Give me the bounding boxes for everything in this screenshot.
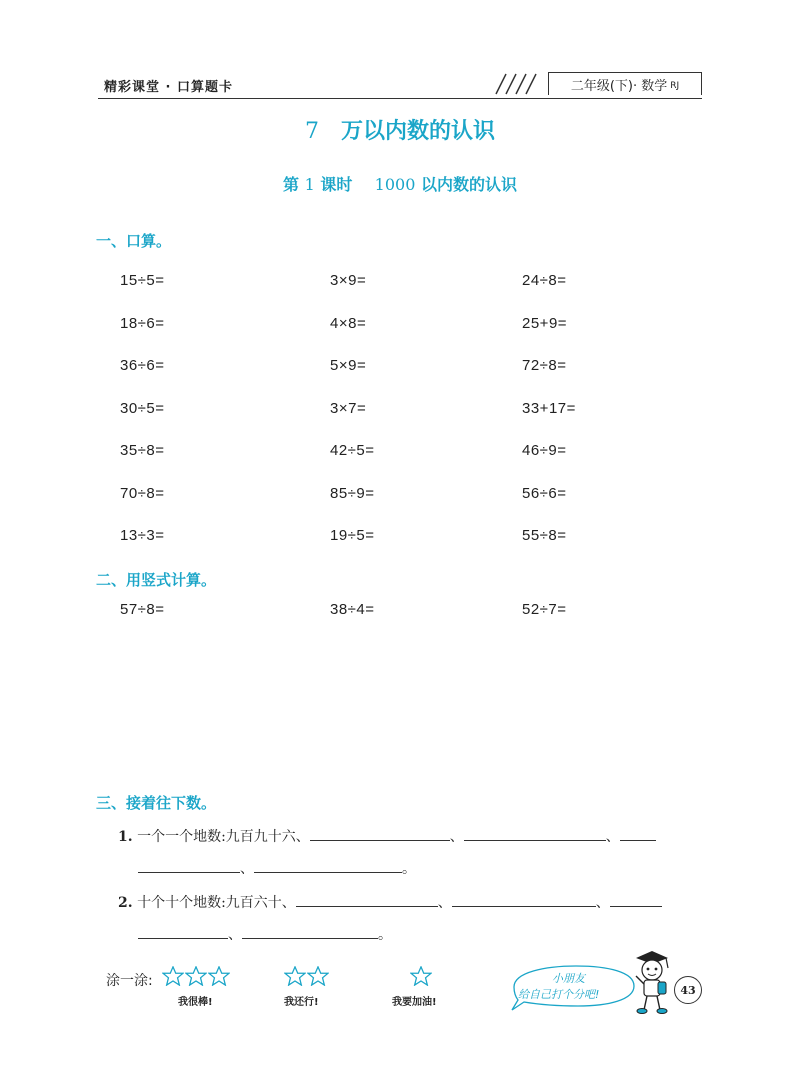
lesson-range: 1000 — [374, 175, 416, 194]
oral-problem: 33+17= — [522, 400, 576, 417]
oral-problem: 18÷6= — [120, 315, 165, 332]
star-outline-icon[interactable] — [162, 966, 184, 986]
header-title-right: 二年级(下)· 数学 — [570, 78, 668, 94]
oral-problem: 35÷8= — [120, 442, 165, 459]
rating-one-star[interactable] — [410, 966, 432, 986]
star-outline-icon[interactable] — [284, 966, 306, 986]
oral-problem: 19÷5= — [330, 527, 375, 544]
vertical-problem: 57÷8= — [120, 601, 165, 618]
chapter-number: 7 — [304, 119, 319, 144]
header-grade-box — [548, 72, 702, 95]
oral-problem: 3×9= — [330, 272, 367, 289]
star-outline-icon[interactable] — [208, 966, 230, 986]
vertical-problem: 38÷4= — [330, 601, 375, 618]
counting-question-2 — [118, 892, 708, 912]
separator: 、 — [437, 895, 452, 911]
oral-problem: 30÷5= — [120, 400, 165, 417]
oral-problem: 15÷5= — [120, 272, 165, 289]
oral-problem: 55÷8= — [522, 527, 567, 544]
star-outline-icon[interactable] — [410, 966, 432, 986]
oral-problem: 3×7= — [330, 400, 367, 417]
chapter-title — [0, 114, 800, 145]
star-outline-icon[interactable] — [185, 966, 207, 986]
rating-try-label: 我要加油! — [392, 997, 437, 1008]
lesson-suffix: 课时 — [320, 175, 353, 194]
oral-problem: 56÷6= — [522, 485, 567, 502]
oral-problem: 24÷8= — [522, 272, 567, 289]
q1-blank-1[interactable] — [310, 826, 450, 841]
q2-number: 2. — [118, 895, 133, 911]
rating-two-stars[interactable] — [284, 966, 329, 986]
oral-problem: 36÷6= — [120, 357, 165, 374]
section-counting-heading: 三、接着往下数。 — [96, 794, 217, 812]
separator: 、 — [595, 895, 610, 911]
lesson-title — [0, 172, 800, 195]
q2-blank-1[interactable] — [296, 892, 438, 907]
student-mascot-icon — [630, 948, 674, 1018]
header-slash-decoration — [488, 72, 548, 96]
oral-problem: 13÷3= — [120, 527, 165, 544]
header-rule — [98, 98, 702, 99]
counting-question-2-cont — [138, 924, 392, 944]
q2-blank-2[interactable] — [452, 892, 596, 907]
oral-problem: 5×9= — [330, 357, 367, 374]
lesson-prefix: 第 — [283, 175, 300, 194]
counting-question-1 — [118, 826, 708, 846]
section-vertical-heading: 二、用竖式计算。 — [96, 571, 217, 589]
end-mark: 。 — [402, 861, 416, 877]
separator: 、 — [449, 829, 464, 845]
rating-ok-label: 我还行! — [284, 997, 319, 1008]
q1-blank-3a[interactable] — [620, 826, 656, 841]
oral-problem: 46÷9= — [522, 442, 567, 459]
star-outline-icon[interactable] — [307, 966, 329, 986]
rating-three-stars[interactable] — [162, 966, 230, 986]
header-edition-badge: RJ — [670, 81, 680, 91]
rating-great-label: 我很棒! — [178, 997, 213, 1008]
q2-blank-3b[interactable] — [138, 924, 228, 939]
lesson-number: 1 — [304, 175, 315, 194]
separator: 、 — [605, 829, 620, 845]
counting-question-1-cont — [138, 858, 416, 878]
q1-blank-2[interactable] — [464, 826, 606, 841]
lesson-name: 以内数的认识 — [420, 175, 517, 194]
section-oral-heading: 一、口算。 — [96, 232, 172, 250]
q2-blank-4[interactable] — [242, 924, 378, 939]
vertical-problem: 52÷7= — [522, 601, 567, 618]
oral-problem: 72÷8= — [522, 357, 567, 374]
q1-blank-3b[interactable] — [138, 858, 240, 873]
bubble-text-line1: 小朋友 — [552, 972, 585, 985]
separator: 、 — [228, 927, 242, 943]
chapter-name: 万以内数的认识 — [340, 119, 495, 144]
oral-problem: 70÷8= — [120, 485, 165, 502]
q1-number: 1. — [118, 829, 133, 845]
oral-problem: 85÷9= — [330, 485, 375, 502]
q2-text: 十个十个地数:九百六十、 — [137, 895, 296, 911]
q2-blank-3a[interactable] — [610, 892, 662, 907]
separator: 、 — [240, 861, 254, 877]
oral-problem: 42÷5= — [330, 442, 375, 459]
q1-text: 一个一个地数:九百九十六、 — [137, 829, 310, 845]
oral-problem: 25+9= — [522, 315, 568, 332]
end-mark: 。 — [378, 927, 392, 943]
rating-label: 涂一涂: — [106, 973, 153, 989]
header-title-left: 精彩课堂 · 口算题卡 — [104, 80, 233, 95]
oral-problem: 4×8= — [330, 315, 367, 332]
bubble-text-line2: 给自己打个分吧! — [518, 988, 600, 1001]
q1-blank-4[interactable] — [254, 858, 402, 873]
page-number: 43 — [674, 976, 702, 1004]
